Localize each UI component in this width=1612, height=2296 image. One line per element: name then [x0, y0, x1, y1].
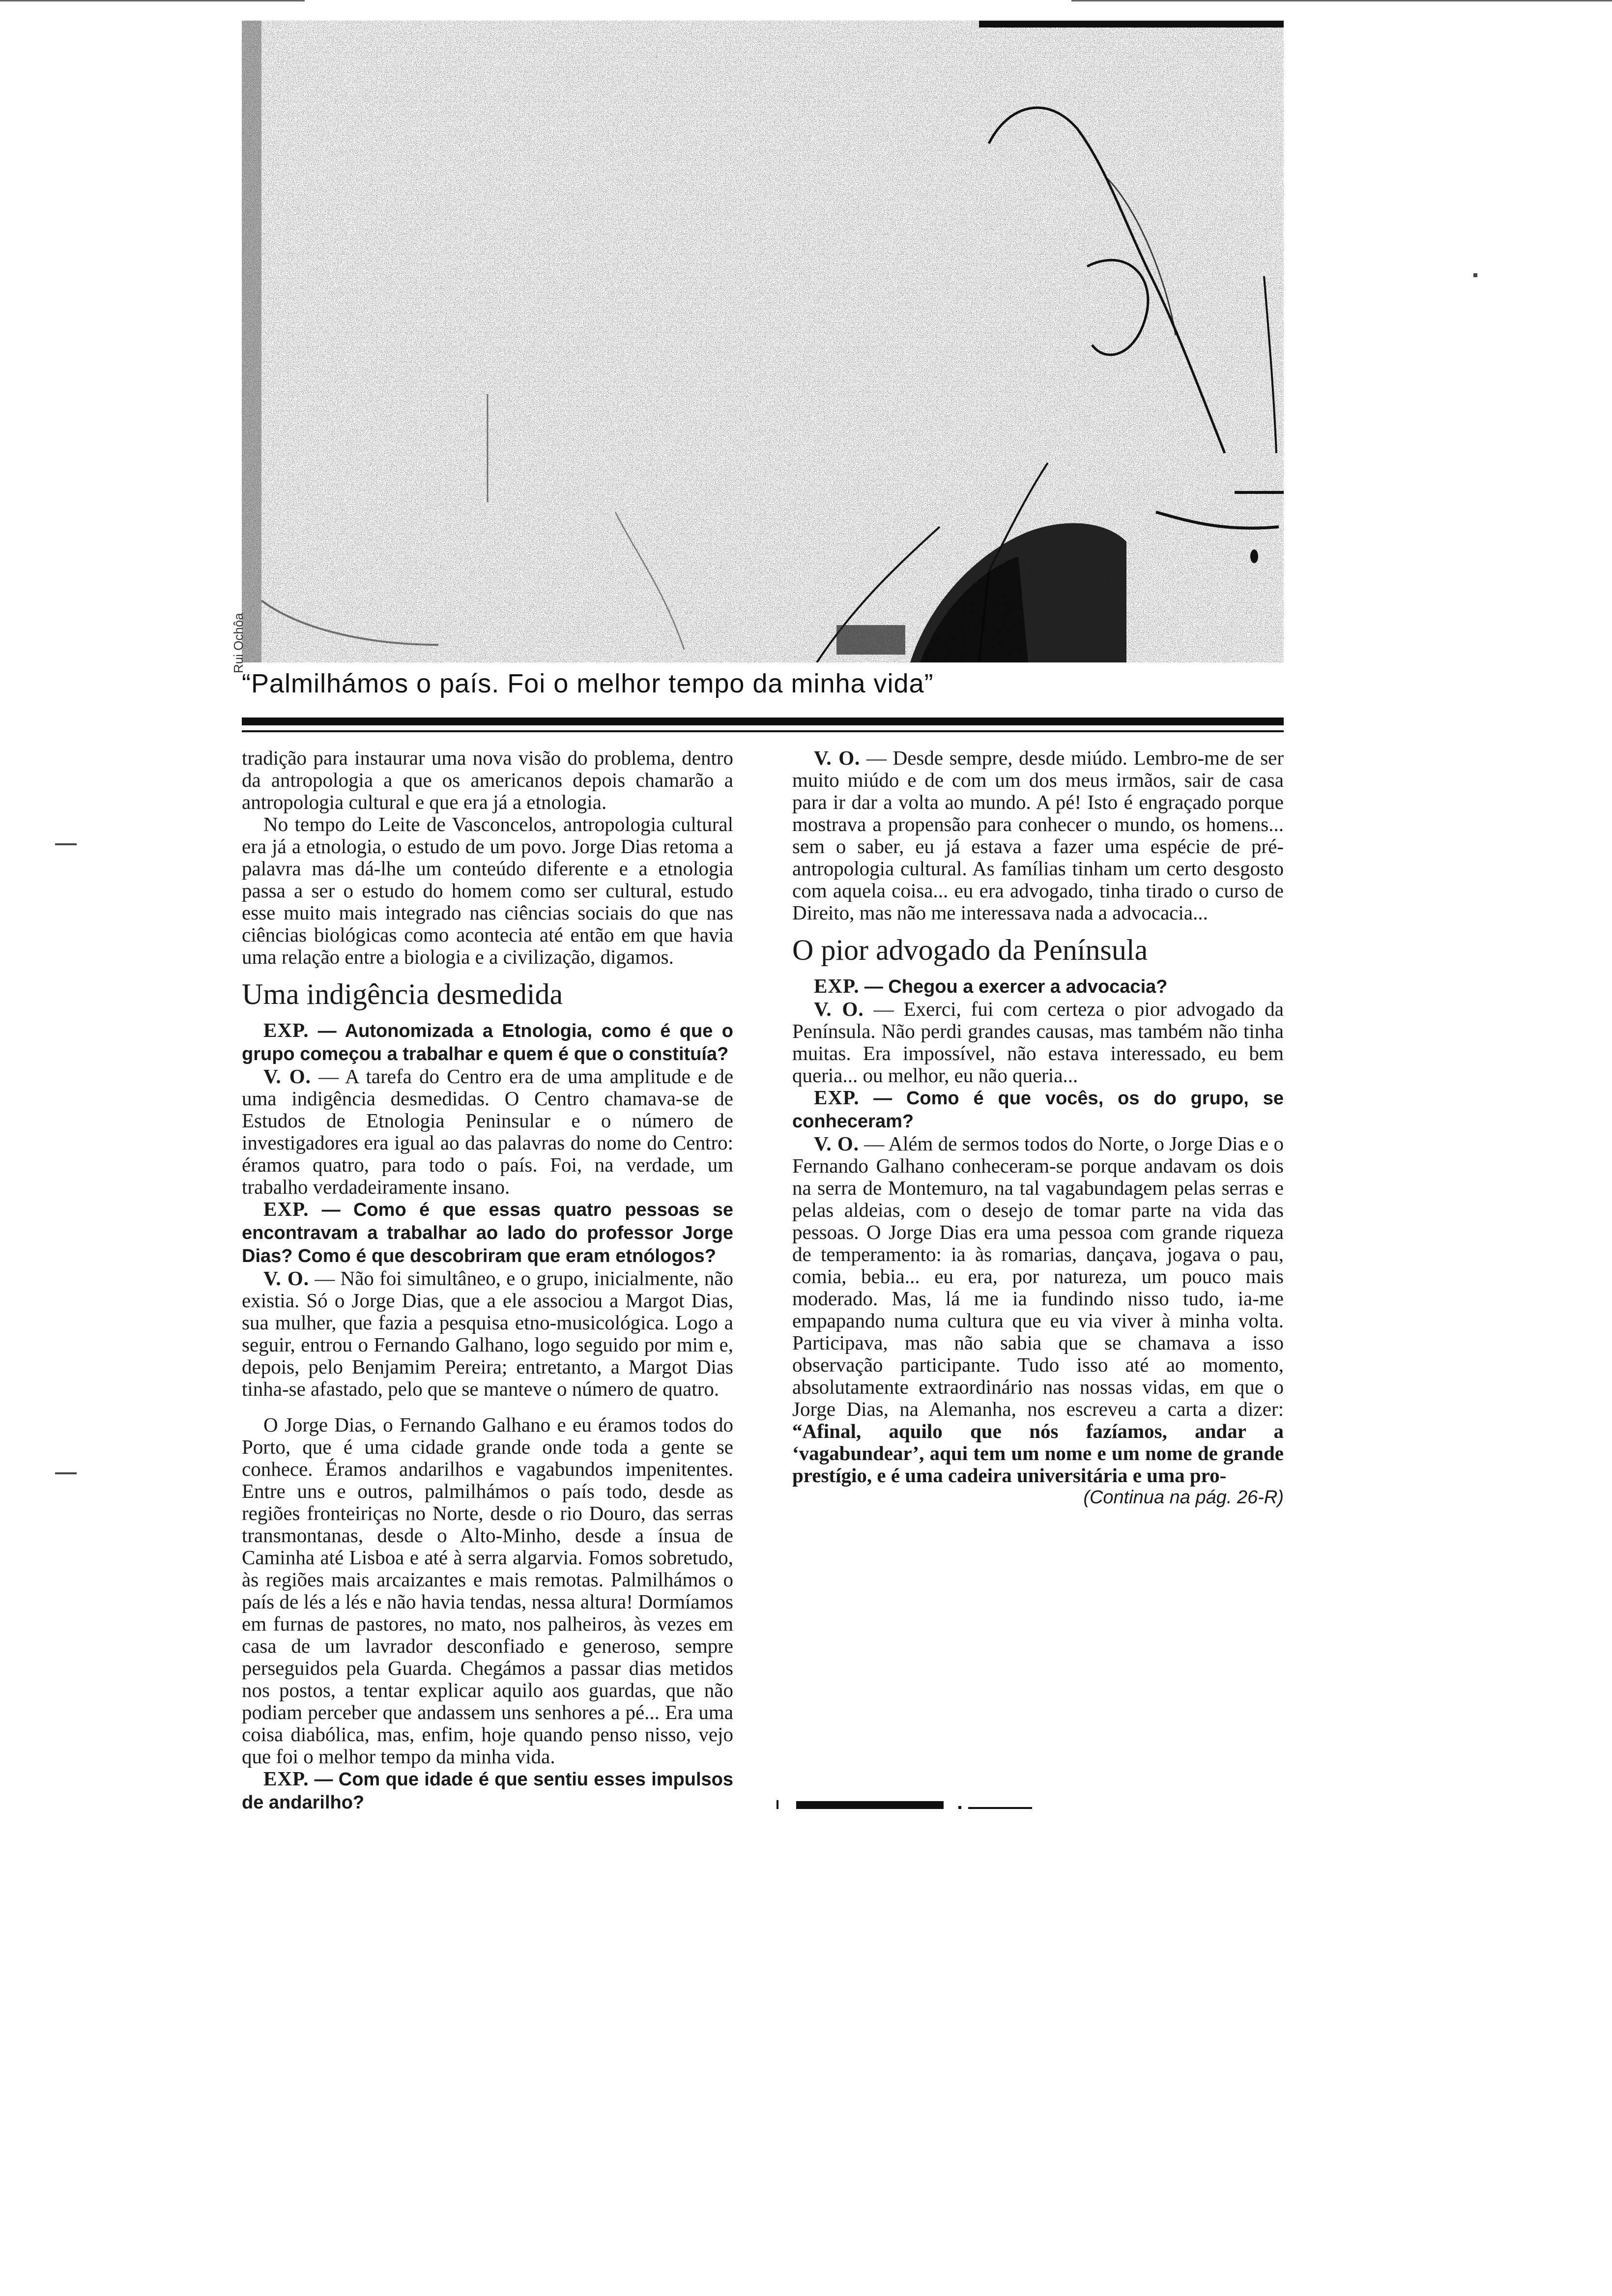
section-heading: O pior advogado da Península	[792, 934, 1148, 966]
end-rule-thick	[796, 1801, 944, 1809]
answer-text: — Desde sempre, desde miúdo. Lembro-me de ser muito miúdo e de com um dos meus irmãos, sair de casa para ir dar a volta ao mundo. A pé! Isto é engraçado porque mostrava a propensão para conhecer o mundo, os homens... sem o saber, eu já estava a fazer uma espécie de pré-antropologia cultural. As famílias tinham um certo desgosto com aquela coisa... eu era advogado, tinha tirado o curso de Direito, mas não me interessava nada a advocacia...	[792, 746, 1284, 924]
question-text: — Como é que essas quatro pessoas se encontravam a trabalhar ao lado do professor Jorge Dias? Como é que descobriram que eram etnólogos?	[242, 1200, 733, 1266]
article-column-right	[792, 747, 1284, 1509]
portrait-photo	[242, 21, 1284, 662]
interview-answer	[792, 747, 1284, 924]
paragraph: No tempo do Leite de Vasconcelos, antropologia cultural era já a etnologia, o estudo de um povo. Jorge Dias retoma a palavra mas dá-lhe um conteúdo diferente e a etnologia passa a ser o estudo do homem como ser cultural, estudo esse muito mais integrado nas ciências sociais do que nas ciências biológicas como acontecia até então em que havia uma relação entre a biologia e a civilização, digamos.	[242, 813, 733, 968]
section-heading: Uma indigência desmedida	[242, 978, 563, 1010]
top-edge-line	[0, 0, 305, 1]
speaker-label: V. O.	[814, 746, 861, 769]
speaker-label: EXP.	[263, 1198, 309, 1220]
interview-question	[242, 1768, 733, 1814]
answer-text: — Não foi simultâneo, e o grupo, inicialmente, não existia. Só o Jorge Dias, que a ele associou a Margot Dias, sua mulher, que fazia a pesquisa etno-musicológica. Logo a seguir, entrou o Fernando Galhano, logo seguido por mim e, depois, pelo Benjamim Pereira; entretanto, a Margot Dias tinha-se afastado, pelo que se manteve o número de quatro.	[242, 1267, 734, 1400]
interview-question	[242, 1198, 733, 1267]
end-rule	[777, 1796, 1032, 1816]
speaker-label: V. O.	[263, 1267, 309, 1290]
question-text: — Com que idade é que sentiu esses impulsos de andarilho?	[242, 1769, 733, 1813]
speaker-label: V. O.	[814, 1132, 860, 1155]
photo-credit: Rui Ochôa	[231, 613, 246, 673]
margin-mark	[55, 843, 77, 845]
question-text: — Chegou a exercer a advocacia?	[864, 976, 1168, 997]
paragraph: tradição para instaurar uma nova visão do problema, dentro da antropologia a que os americanos depois chamarão a antropologia cultural e que era já a etnologia.	[242, 746, 733, 813]
interview-question	[792, 1087, 1284, 1133]
speaker-label: V. O.	[814, 998, 864, 1020]
end-rule-dot	[958, 1806, 961, 1809]
article-column-left	[242, 747, 733, 1814]
end-rule-tick	[777, 1800, 778, 1809]
margin-mark	[1473, 273, 1477, 277]
speaker-label: EXP.	[263, 1767, 309, 1790]
paragraph: O Jorge Dias, o Fernando Galhano e eu éramos todos do Porto, que é uma cidade grande onde toda a gente se conhece. Éramos andarilhos e vagabundos impenitentes. Entre uns e outros, palmilhámos o país todo, desde as regiões fronteiriças no Norte, desde o rio Douro, das serras transmontanas, desde o Alto-Minho, desde a ínsua de Caminha até Lisboa e até à serra algarvia. Fomos sobretudo, às regiões mais arcaizantes e mais remotas. Palmilhámos o país de lés a lés e não havia tendas, nessa altura! Dormíamos em furnas de pastores, no mato, nos palheiros, às vezes em casa de um lavrador desconfiado e generoso, sempre perseguidos pela Guarda. Chegámos a passar dias metidos nos postos, a tentar explicar aquilo aos guardas, que não podiam perceber que andassem uns senhores a pé... Era uma coisa diabólica, mas, enfim, hoje quando penso nisso, vejo que foi o melhor tempo da minha vida.	[242, 1413, 733, 1768]
interview-question	[242, 1019, 733, 1065]
answer-text: — Exerci, fui com certeza o pior advogado da Península. Não perdi grandes causas, mas também não tinha muitas. Era impossível, não estava interessado, eu bem queria... ou melhor, eu não queria...	[792, 998, 1284, 1087]
question-text: — Como é que vocês, os do grupo, se conheceram?	[792, 1088, 1284, 1132]
margin-mark	[55, 1472, 77, 1474]
interview-answer	[792, 998, 1284, 1087]
continuation-note: (Continua na pág. 26-R)	[1083, 1487, 1284, 1508]
speaker-label: V. O.	[263, 1065, 311, 1088]
divider-thick	[242, 718, 1284, 725]
question-text: — Autonomizada a Etnologia, como é que o grupo começou a trabalhar e quem é que o constituía?	[242, 1021, 733, 1064]
photo-caption: “Palmilhámos o país. Foi o melhor tempo da minha vida”	[242, 669, 934, 698]
interview-answer	[792, 1133, 1284, 1487]
interview-answer	[242, 1267, 733, 1400]
speaker-label: EXP.	[814, 975, 860, 997]
portrait-image	[242, 21, 1284, 662]
speaker-label: EXP.	[263, 1019, 309, 1041]
answer-text: — A tarefa do Centro era de uma amplitude e de uma indigência desmedidas. O Centro chamava-se de Estudos de Etnologia Peninsular e o número de investigadores era igual ao das palavras do nome do Centro: éramos quatro, para todo o país. Foi, na verdade, um trabalho verdadeiramente insano.	[242, 1065, 734, 1198]
end-rule-thin	[968, 1807, 1032, 1809]
interview-question	[792, 975, 1284, 998]
top-edge-line	[1071, 0, 1612, 1]
answer-text: — Além de sermos todos do Norte, o Jorge Dias e o Fernando Galhano conheceram-se porque andavam os dois na serra de Montemuro, na tal vagabundagem pelas serras e pelas aldeias, com o desejo de tomar parte na vida das pessoas. O Jorge Dias era uma pessoa com grande riqueza de temperamento: ia às romarias, dançava, jogava o pau, comia, bebia... eu era, por natureza, um pouco mais moderado. Mas, lá me ia fundindo nisso tudo, ia-me empapando numa cultura que eu via viver à minha volta. Participava, mas não sabia que se chamava a isso observação participante. Tudo isso até ao momento, absolutamente extraordinário nas nossas vidas, em que o Jorge Dias, na Alemanha, nos escreveu a carta a dizer:	[792, 1132, 1284, 1420]
answer-text-bold: “Afinal, aquilo que nós fazíamos, andar a ‘vagabundear’, aqui tem um nome e um nome de grande prestígio, e é uma cadeira universitária e uma pro-	[792, 1420, 1284, 1487]
interview-answer	[242, 1065, 733, 1198]
divider-thin	[242, 730, 1284, 732]
speaker-label: EXP.	[814, 1086, 860, 1109]
